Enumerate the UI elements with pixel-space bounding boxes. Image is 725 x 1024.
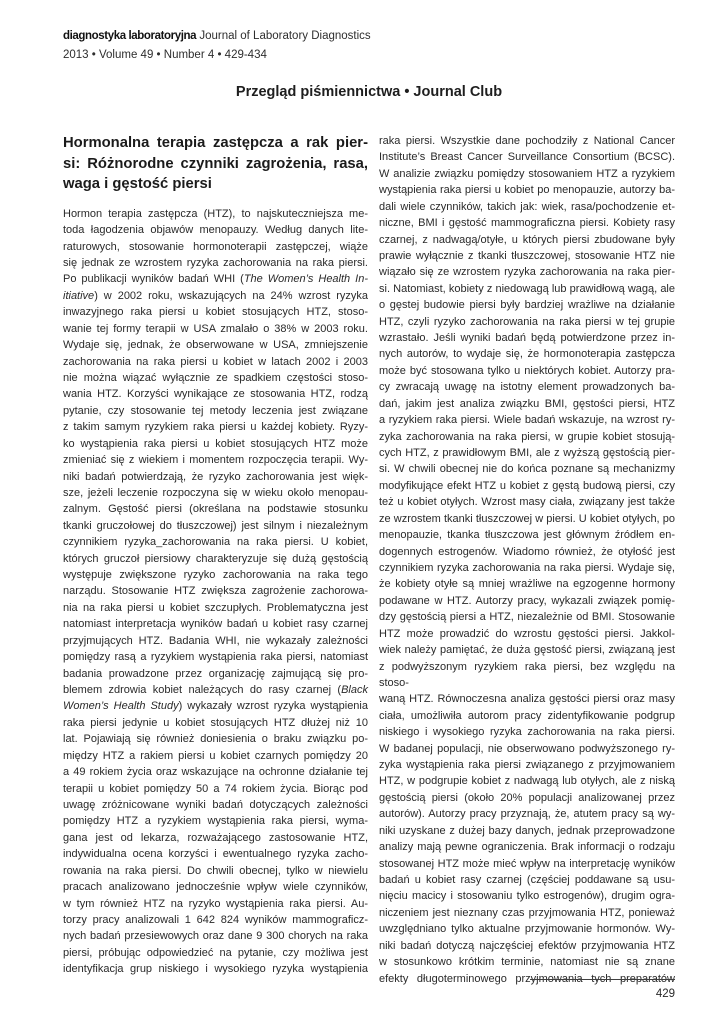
- journal-title: [63, 30, 675, 42]
- text-line: tkanki gruczołowej do tłuszczowej) jest silnym i niezależnym: [63, 519, 368, 532]
- text-line: cych HTZ, z prawidłowym BMI, ale z wyższą gęstością pier-: [379, 447, 675, 460]
- text-line: nie można wiązać wyłącznie ze spadkiem częstości stoso-: [63, 372, 368, 384]
- text-line: zachorowania na raka piersi u kobiet w latach 2002 i 2003: [63, 355, 368, 368]
- text-line: czynnikiem ryzyka zachorowania na raka piersi. Wydaje się,: [379, 561, 675, 574]
- text-line: Hormonalna terapia zastępcza a rak pier-: [63, 135, 368, 151]
- text-line: raka piersi. Wszystkie dane pochodziły z National Cancer: [379, 135, 675, 147]
- text-line: stosowanej HTZ może mieć wpływ na interpretację wyników: [379, 857, 675, 870]
- article-title: [63, 133, 368, 195]
- text-line: lat. Pojawiają się również doniesienia o braku związku po-: [63, 733, 368, 746]
- text-line: dań, jakim jest analiza związku BMI, gęstości piersi, HTZ: [379, 397, 675, 410]
- text-line: HTZ, w podgrupie kobiet z nadwagą lub otyłych, ale z niską: [379, 775, 675, 788]
- text-line: w tym również HTZ na ryzyko wystąpienia raka piersi. Au-: [63, 897, 368, 910]
- page-number: 429: [655, 988, 675, 1000]
- page-header: [63, 30, 675, 61]
- text-line: niki uzyskane z dużej bazy danych, jednak przeprowadzone: [379, 824, 675, 837]
- text-line: autorów). Autorzy pracy przyznają, że, atutem pracy są wy-: [379, 808, 675, 821]
- right-column: [379, 133, 675, 987]
- journal-name-en: Journal of Laboratory Diagnostics: [199, 30, 371, 42]
- text-line: gęstością piersi (około 20% populacji analizowanej przez: [379, 791, 675, 804]
- text-line: sze, jeżeli leczenie rozpoczyna się w wieku około menopau-: [63, 486, 368, 499]
- text-line: si. W chwili obecnej nie do końca poznane są mechanizmy: [379, 463, 675, 476]
- text-line: torzy pracy analizowali 1 642 824 wyników mammograficz-: [63, 913, 368, 926]
- text-line: wiek należy pamiętać, że duża gęstość piersi, związaną jest: [379, 644, 675, 657]
- text-line: może być stosowana tylko u niektórych kobiet. Autorzy pra-: [379, 364, 675, 377]
- text-line: rowania na raka piersi. Do chwili obecnej, tylko w niewielu: [63, 864, 368, 877]
- text-line: badań u kobiet rasy czarnej (częściej poddawane są usu-: [379, 873, 675, 886]
- text-line: a ryzykiem raka piersi. Wiele badań wskazuje, na wzrost ry-: [379, 414, 675, 427]
- text-line: inwazyjnego raka piersi u kobiet stosujących HTZ, stoso-: [63, 306, 368, 319]
- text-line: podawane w HTZ. Autorzy pracy, wykazali związek pomię-: [379, 594, 675, 607]
- text-line: gana jest od lekarza, rozważającego zastosowanie HTZ,: [63, 831, 368, 844]
- text-line: natomiast interpretacja wyników badań u kobiet rasy czarnej: [63, 618, 368, 631]
- text-line: niczeniem jest nieznany czas przyjmowania HTZ, ponieważ: [379, 906, 675, 919]
- text-line: menopauzie, tkanka tłuszczowa jest głównym źródłem en-: [379, 529, 675, 542]
- text-line: HTZ może prowadzić do wzrostu gęstości piersi. Jakkol-: [379, 627, 675, 640]
- left-column: [63, 133, 368, 978]
- text-line: itiative) w 2002 roku, wskazujących na 24% wzrost ryzyka: [63, 289, 368, 302]
- text-line: ze wzrostem tkanki tłuszczowej w piersi. U kobiet otyłych, po: [379, 512, 675, 525]
- text-line: z podwyższonym ryzykiem raka piersi, bez względu na stoso-: [379, 660, 675, 689]
- text-line: piersi, próbując odpowiedzieć na pytanie, czy możliwa jest: [63, 946, 368, 959]
- text-line: Po publikacji wyników badań WHI (The Women’s Health In-: [63, 273, 368, 286]
- text-line: pomiędzy HTZ a ryzykiem wystąpienia raka piersi, wyma-: [63, 815, 368, 828]
- text-line: prawie wyłącznie z tkanki tłuszczowej, stosowanie HTZ nie: [379, 249, 675, 262]
- text-line: przyjmujących HTZ. Badania WHI, nie wykazały zależności: [63, 634, 368, 647]
- text-line: o gęstej budowie piersi były bardziej wrażliwe na działanie: [379, 299, 675, 312]
- text-line: zyka wystąpienia raka piersi związanego z przyjmowaniem: [379, 759, 675, 772]
- text-line: Hormon terapia zastępcza (HTZ), to najskuteczniejsza me-: [63, 207, 368, 220]
- text-line: wiązało się ze wzrostem ryzyka zachorowania na raka pier-: [379, 266, 675, 279]
- text-line: pomiędzy rasą a ryzykiem wystąpienia raka piersi, natomiast: [63, 651, 368, 664]
- text-line: efekty długoterminowego przyjmowania tych preparatów: [379, 972, 675, 985]
- text-line: niskiego i wysokiego ryzyka zachorowania na raka piersi.: [379, 726, 675, 739]
- text-line: pracach analizowano jednocześnie wpływ wiele czynników,: [63, 881, 368, 894]
- article-body-right: [379, 133, 675, 987]
- text-line: modyfikujące efekt HTZ u kobiet z gęstą budową piersi, czy: [379, 479, 675, 492]
- text-line: W analizie związku pomiędzy stosowaniem HTZ a ryzykiem: [379, 167, 675, 180]
- text-line: pytanie, czy stosowanie tej metody leczenia jest związane: [63, 404, 368, 417]
- text-line: si: Różnorodne czynniki zagrożenia, rasa,: [63, 155, 368, 172]
- text-line: toda łagodzenia objawów menopauzy. Według danych lite-: [63, 224, 368, 237]
- text-line: raturowych, stosowanie hormonoterapii zastępczej, wiąże: [63, 240, 368, 253]
- text-line: analizy mają pewne ograniczenia. Brak informacji o rodzaju: [379, 841, 675, 854]
- text-line: terapii u kobiet pomiędzy 50 a 74 rokiem życia. Biorąc pod: [63, 782, 368, 795]
- text-line: niki badań dotyczą najczęściej efektów przyjmowania HTZ: [379, 939, 675, 952]
- text-line: zalnym. Gęstość piersi (określana na podstawie stosunku: [63, 503, 368, 516]
- text-line: czarnej, z nadwagą/otyłe, u których piersi zbudowane były: [379, 233, 675, 246]
- text-line: dzy gęstością piersi a HTZ, niezależnie od BMI. Stosowanie: [379, 611, 675, 624]
- journal-name-pl: diagnostyka laboratoryjna: [63, 30, 197, 42]
- text-line: identyfikacja grup niskiego i wysokiego ryzyka wystąpienia: [63, 963, 368, 976]
- issue-info: 2013 • Volume 49 • Number 4 • 429-434: [63, 49, 267, 61]
- text-line: indywidualna ocena korzyści i ewentualnego ryzyka zacho-: [63, 848, 368, 861]
- text-line: blemem zdrowia kobiet należących do rasy czarnej (Black: [63, 684, 368, 697]
- text-line: zmieniać się z wiekiem i momentem rozpoczęcia terapii. Wy-: [63, 454, 368, 467]
- text-line: których gruczoł piersiowy charakteryzuje się dużą gęstością: [63, 552, 368, 565]
- text-line: waną HTZ. Równoczesna analiza gęstości piersi oraz masy: [379, 693, 675, 706]
- text-line: zyka zachorowania na raka piersi, w grupie kobiet stosują-: [379, 430, 675, 443]
- text-line: uwagę zróżnicowane wyniki badań dotyczących zależności: [63, 798, 368, 811]
- text-line: HTZ, czyli ryzyko zachorowania na raka piersi w tej grupie: [379, 315, 675, 328]
- text-line: narządu. Stosowanie HTZ zwiększa zagrożenie zachorowa-: [63, 585, 368, 598]
- text-line: się jednak ze wzrostem ryzyka zachorowania na raka piersi.: [63, 257, 368, 270]
- text-line: badania prowadzone przez organizację zajmującą się pro-: [63, 667, 368, 680]
- text-line: niczne, BMI i gęstość mammograficzna piersi. Kobiety rasy: [379, 217, 675, 230]
- text-line: uwzględniano tylko aktualne przyjmowanie hormonów. Wy-: [379, 923, 675, 936]
- text-line: niki badań potwierdzają, że ryzyko zachorowania jest więk-: [63, 470, 368, 483]
- text-line: wystąpienia raka piersi u kobiet po menopauzie, autorzy ba-: [379, 184, 675, 197]
- text-line: a 49 rokiem życia oraz wskazujące na ochronne działanie tej: [63, 766, 368, 779]
- text-line: występuje zwiększone ryzyko zachorowania na raka tego: [63, 569, 368, 582]
- text-line: ko wystąpienia raka piersi u kobiet stosujących HTZ może: [63, 437, 368, 450]
- text-line: nych badań przesiewowych oraz dane 9 300 chorych na raka: [63, 930, 368, 943]
- text-line: si. Natomiast, kobiety z niedowagą lub prawidłową wagą, ale: [379, 282, 675, 295]
- text-line: też u kobiet otyłych. Wzrost masy ciała, związany jest także: [379, 496, 675, 509]
- section-heading: Przegląd piśmiennictwa • Journal Club: [235, 84, 503, 100]
- text-line: cy zwracają uwagę na istotny element prowadzonych ba-: [379, 381, 675, 394]
- text-line: w stosunkowo krótkim terminie, natomiast nie są znane: [379, 956, 675, 969]
- text-line: nia na raka piersi u kobiet szczupłych. Problematyczna jest: [63, 601, 368, 614]
- text-line: Institute’s Breast Cancer Surveillance Consortium (BCSC).: [379, 151, 675, 164]
- text-line: W badanej populacji, nie obserwowano podwyższonego ry-: [379, 742, 675, 755]
- text-line: z takim samym ryzykiem raka piersi u każdej kobiety. Ryzy-: [63, 421, 368, 434]
- text-line: że kobiety otyłe są mniej wrażliwe na egzogenne hormony: [379, 578, 675, 591]
- text-line: waga i gęstość piersi: [63, 176, 212, 193]
- text-line: między HTZ a rakiem piersi u kobiet czarnych pomiędzy 20: [63, 749, 368, 762]
- article-body-left: [63, 206, 368, 978]
- text-line: wanie tej formy terapii w USA zmalało o 38% w 2003 roku.: [63, 322, 368, 335]
- text-line: wania HTZ. Korzyści wynikające ze stosowania HTZ, rodzą: [63, 388, 368, 401]
- text-line: dogennych estrogenów. Wiadomo również, że otyłość jest: [379, 545, 675, 558]
- text-line: ciała, umożliwiła autorom pracy zidentyfikowanie podgrup: [379, 709, 675, 722]
- text-line: nięciu macicy i stosowaniu tylko estrogenów), drugim ogra-: [379, 890, 675, 903]
- text-line: nych autorów, to wydaje się, że hormonoterapia zastępcza: [379, 348, 675, 361]
- text-line: raka piersi jedynie u kobiet stosujących HTZ dłużej niż 10: [63, 716, 368, 729]
- text-line: Women’s Health Study) wykazały wzrost ryzyka wystąpienia: [63, 700, 368, 713]
- text-line: Wydaje się, jednak, że obserwowane w USA, zmniejszenie: [63, 339, 368, 352]
- footer-rule: [530, 979, 675, 980]
- text-line: czynnikiem ryzyka_zachorowania na raka piersi. U kobiet,: [63, 536, 368, 549]
- text-line: dali wiele czynników, takich jak: wiek, rasa/pochodzenie et-: [379, 200, 675, 213]
- text-line: wzrastało. Jeśli wyniki badań będą potwierdzone przez in-: [379, 332, 675, 345]
